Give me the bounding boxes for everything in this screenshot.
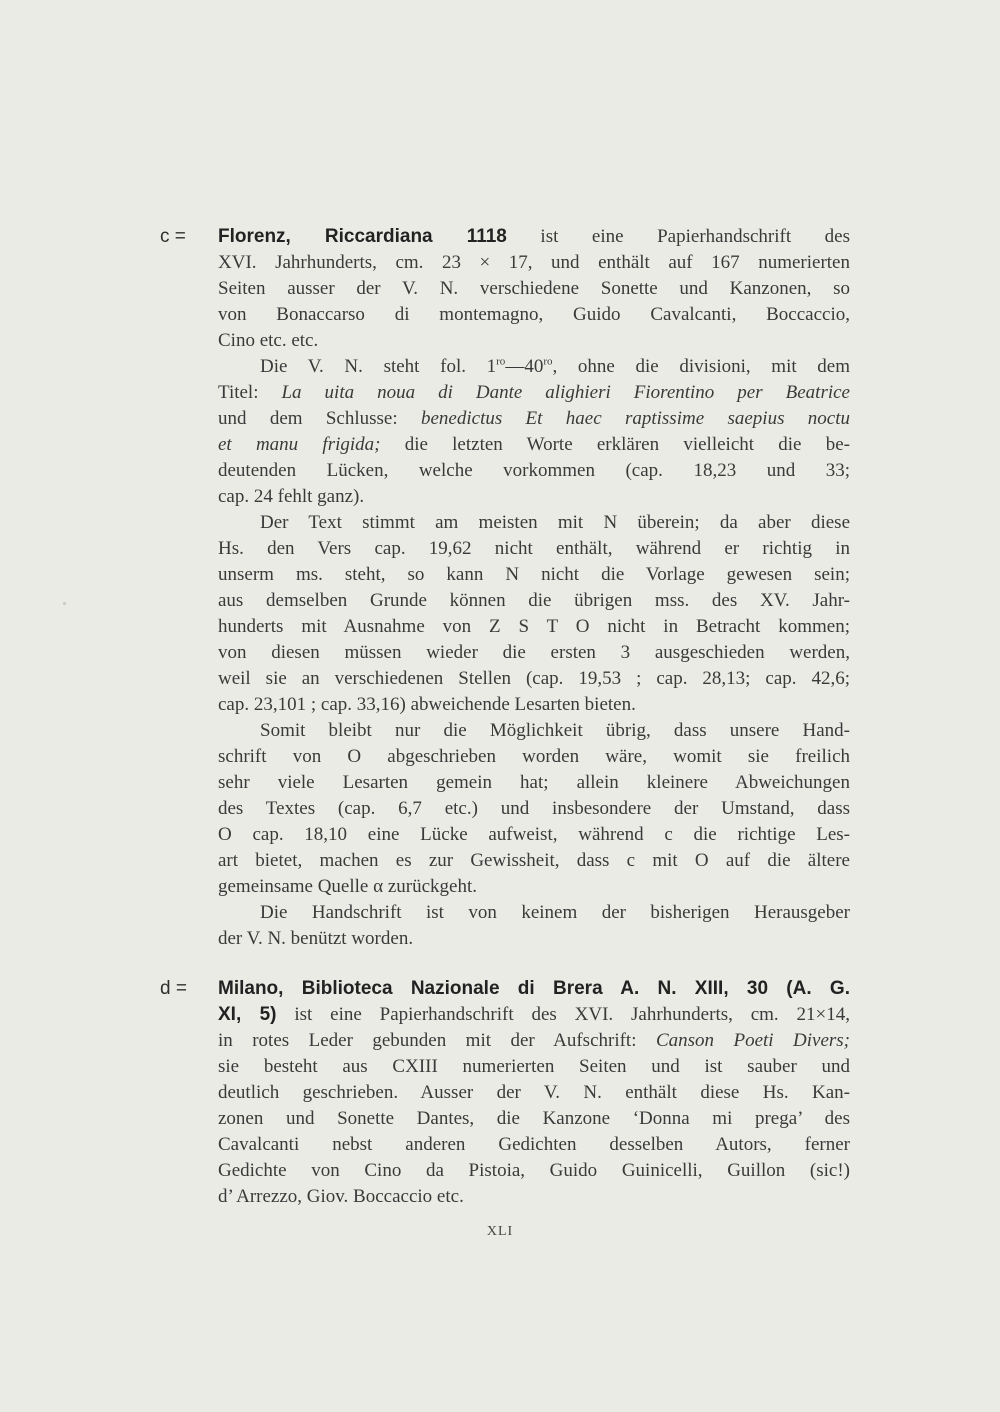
text-line: weil sie an verschiedenen Stellen (cap. 19,53 ; cap. 28,13; cap. 42,6; [218,668,850,689]
text-line: Die V. N. steht fol. $1^{ro}—40^{ro}$, ohne die divisioni, mit dem [260,355,850,377]
entry-heading: Milano, Biblioteca Nazionale di Brera A. N. XIII, 30 (A. G. [218,978,850,999]
text-line: sie besteht aus CXIII numerierten Seiten und ist sauber und [218,1056,850,1077]
text-line: von diesen müssen wieder die ersten 3 ausgeschieden werden, [218,642,850,663]
entry-c [160,224,850,952]
text-line: O cap. 18,10 eine Lücke aufweist, während c die richtige Les- [218,824,850,845]
text-line: cap. 24 fehlt ganz). [218,486,365,507]
entry-heading: Florenz, Riccardiana 1118 [218,226,507,247]
entry-d [160,976,850,1210]
text-line: aus demselben Grunde können die übrigen mss. des XV. Jahr- [218,590,850,611]
text-line: sehr viele Lesarten gemein hat; allein kleinere Abweichungen [218,772,850,793]
text-line: Der Text stimmt am meisten mit N überein; da aber diese [260,512,850,533]
text-line: von Bonaccarso di montemagno, Guido Cavalcanti, Boccaccio, [218,304,850,325]
text-line: Titel: La uita noua di Dante alighieri Fiorentino per Beatrice [218,382,850,403]
text-line: art bietet, machen es zur Gewissheit, dass c mit O auf die ältere [218,850,850,871]
text-line: unserm ms. steht, so kann N nicht die Vorlage gewesen sein; [218,564,850,585]
text-line: Gedichte von Cino da Pistoia, Guido Guinicelli, Guillon (sic!) [218,1160,850,1181]
text-line: Florenz, Riccardiana 1118 ist eine Papierhandschrift des [218,226,850,247]
text-line: d’ Arrezzo, Giov. Boccaccio etc. [218,1186,464,1207]
text-line: Somit bleibt nur die Möglichkeit übrig, dass unsere Hand- [260,720,850,741]
text-line: deutlich geschrieben. Ausser der V. N. enthält diese Hs. Kan- [218,1082,850,1103]
text-line: hunderts mit Ausnahme von Z S T O nicht in Betracht kommen; [218,616,850,637]
text-line: deutenden Lücken, welche vorkommen (cap. 18,23 und 33; [218,460,850,481]
text-line: Die Handschrift ist von keinem der bisherigen Herausgeber [260,902,850,923]
text-line: Hs. den Vers cap. 19,62 nicht enthält, während er richtig in [218,538,850,559]
title-quotation: La uita noua di Dante alighieri Fiorentino per Beatrice [281,382,850,403]
text-line: gemeinsame Quelle α zurückgeht. [218,876,477,897]
text-line: zonen und Sonette Dantes, die Kanzone ‘Donna mi prega’ des [218,1108,850,1129]
text-line: der V. N. benützt worden. [218,928,414,949]
text-line: des Textes (cap. 6,7 etc.) und insbesondere der Umstand, dass [218,798,850,819]
text-line: XVI. Jahrhunderts, cm. 23 × 17, und enthält auf 167 numerierten [218,252,850,273]
closing-quotation: benedictus Et haec raptissime saepius noctu [420,408,851,429]
inscription-quotation: Canson Poeti Divers; [655,1030,850,1051]
siglum-c: c = [160,226,186,247]
text-line: et manu frigida; die letzten Worte erklären vielleicht die be- [218,434,850,455]
text-line: cap. 23,101 ; cap. 33,16) abweichende Lesarten bieten. [218,694,636,715]
page-number: XLI [486,1224,514,1239]
text-line: in rotes Leder gebunden mit der Aufschrift: Canson Poeti Divers; [218,1030,850,1051]
text-line [160,976,850,1002]
text-line: Cavalcanti nebst anderen Gedichten desselben Autors, ferner [218,1134,850,1155]
text-line: schrift von O abgeschrieben worden wäre, womit sie freilich [218,746,850,767]
text-line: Cino etc. etc. [218,330,319,351]
siglum-d: d = [160,978,187,999]
text-line: und dem Schlusse: benedictus Et haec raptissime saepius noctu [218,408,851,429]
text-line: Seiten ausser der V. N. verschiedene Sonette und Kanzonen, so [218,278,850,299]
text-line: XI, 5) ist eine Papierhandschrift des XVI. Jahrhunderts, cm. 21×14, [218,1004,850,1025]
paper-speck [63,602,66,605]
